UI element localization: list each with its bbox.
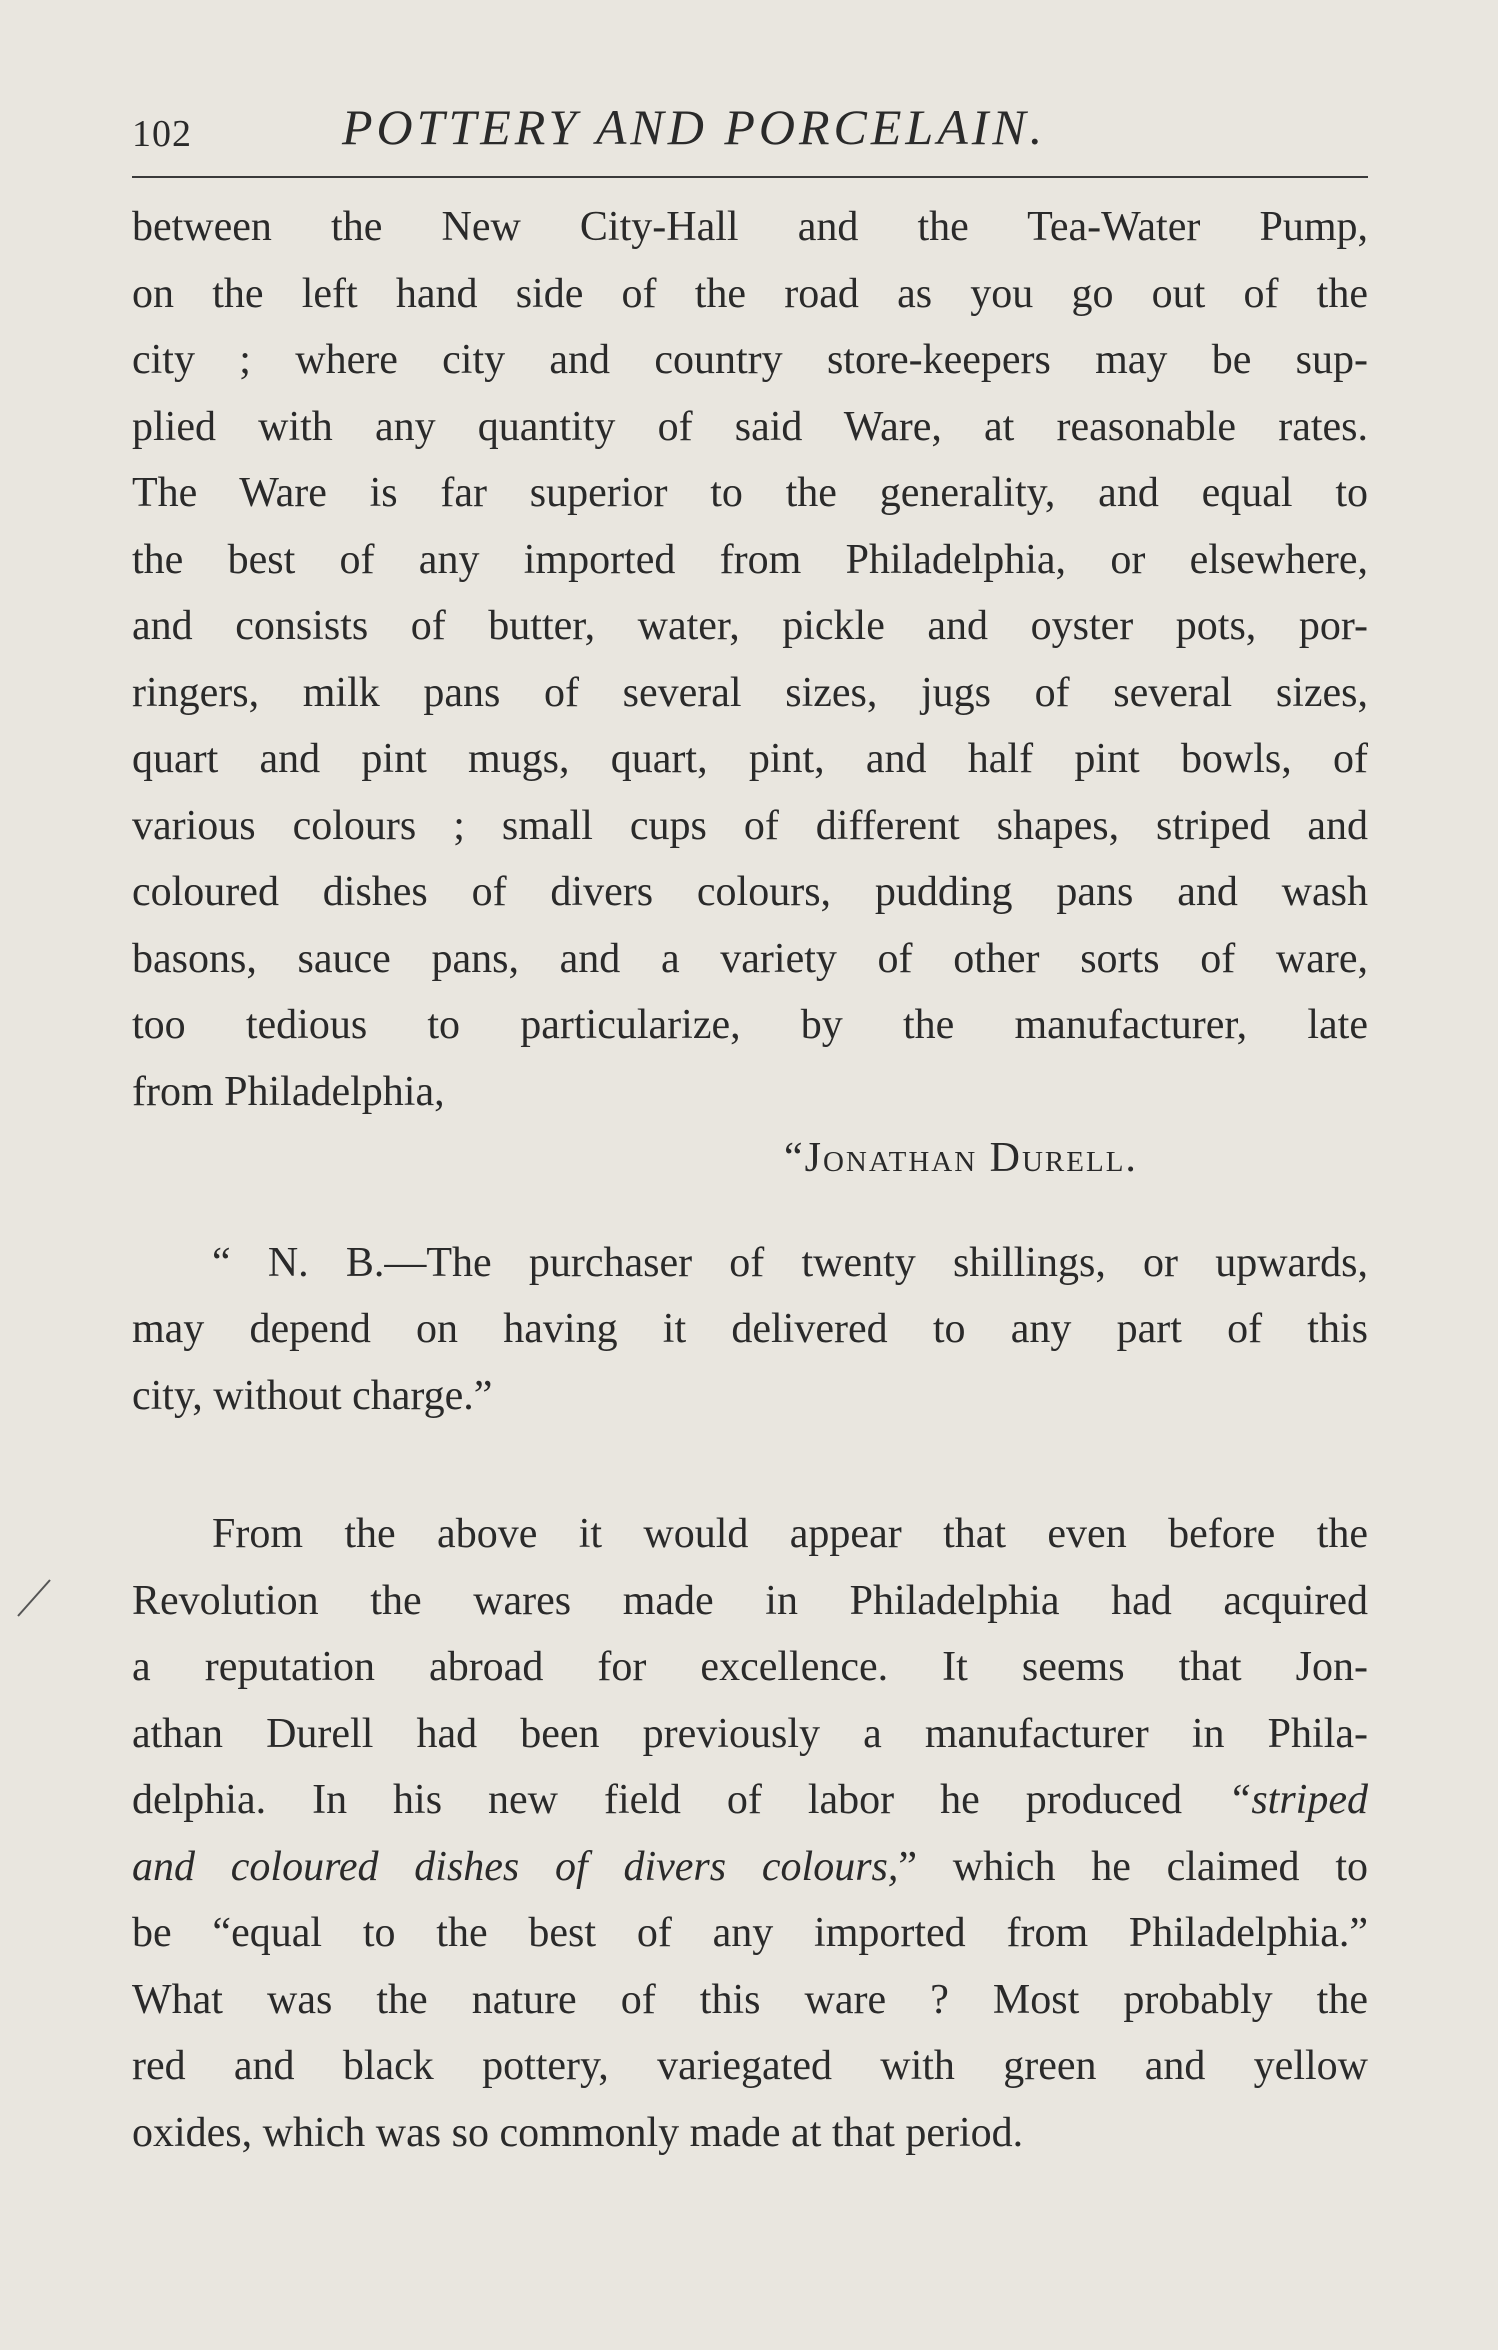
pencil-margin-mark [12, 1576, 56, 1620]
running-title: POTTERY AND PORCELAIN. [342, 99, 1047, 155]
text-line: oxides, which was so commonly made at that period. [132, 2109, 1024, 2156]
text-line [132, 1834, 1368, 1901]
text-line: too tedious to particularize, by the manufacturer, late [132, 1002, 1368, 1048]
text-line: What was the nature of this ware ? Most probably the [132, 1976, 1368, 2023]
text-line: between the New City-Hall and the Tea-Water Pump, [132, 204, 1368, 250]
text-line: a reputation abroad for excellence. It seems that Jon- [132, 1644, 1368, 1690]
text-line: The Ware is far superior to the generality, and equal to [132, 470, 1368, 516]
text-line: may depend on having it delivered to any part of this [132, 1306, 1368, 1352]
text-line: on the left hand side of the road as you go out of the [132, 270, 1368, 317]
text-line: basons, sauce pans, and a variety of other sorts of ware, [132, 935, 1368, 982]
paragraph-note [132, 1230, 1368, 1430]
text-line: from Philadelphia, [132, 1068, 445, 1115]
text-line: “ N. B.—The purchaser of twenty shillings, or upwards, [212, 1239, 1368, 1286]
paragraph-advertisement [132, 194, 1368, 1192]
body-text [132, 194, 1368, 2166]
paragraph-gap [132, 1429, 1368, 1501]
text-line: ringers, milk pans of several sizes, jugs of several sizes, [132, 669, 1368, 716]
header-rule [132, 176, 1368, 178]
text-line: From the above it would appear that even before the [212, 1511, 1368, 1557]
text-segment: delphia. In his new field of labor he produced [132, 1777, 1228, 1823]
text-line: coloured dishes of divers colours, pudding pans and wash [132, 869, 1368, 915]
text-line [132, 1767, 1368, 1834]
text-line: various colours ; small cups of different shapes, striped and [132, 802, 1368, 849]
page-header [132, 98, 1368, 168]
paragraph-gap [132, 1192, 1368, 1230]
text-line: city, without charge.” [132, 1372, 493, 1419]
signature-text: “Jonathan Durell. [784, 1135, 1138, 1181]
italic-quote: and coloured dishes of divers colours, [132, 1843, 899, 1890]
text-line: quart and pint mugs, quart, pint, and half pint bowls, of [132, 736, 1368, 782]
text-line: city ; where city and country store-keepers may be sup- [132, 337, 1368, 383]
page-number: 102 [132, 113, 192, 155]
text-line: red and black pottery, variegated with green and yellow [132, 2043, 1368, 2089]
text-segment: ” which he claimed to [898, 1843, 1368, 1890]
text-line: the best of any imported from Philadelphia, or elsewhere, [132, 536, 1368, 583]
text-line: plied with any quantity of said Ware, at reasonable rates. [132, 403, 1368, 450]
text-line: Revolution the wares made in Philadelphia had acquired [132, 1577, 1368, 1624]
text-line: be “equal to the best of any imported from Philadelphia.” [132, 1910, 1368, 1956]
text-line: and consists of butter, water, pickle and oyster pots, por- [132, 603, 1368, 649]
signature [132, 1125, 1368, 1192]
paragraph-commentary [132, 1501, 1368, 2166]
italic-quote: “striped [1227, 1777, 1368, 1823]
text-line: athan Durell had been previously a manufacturer in Phila- [132, 1710, 1368, 1757]
